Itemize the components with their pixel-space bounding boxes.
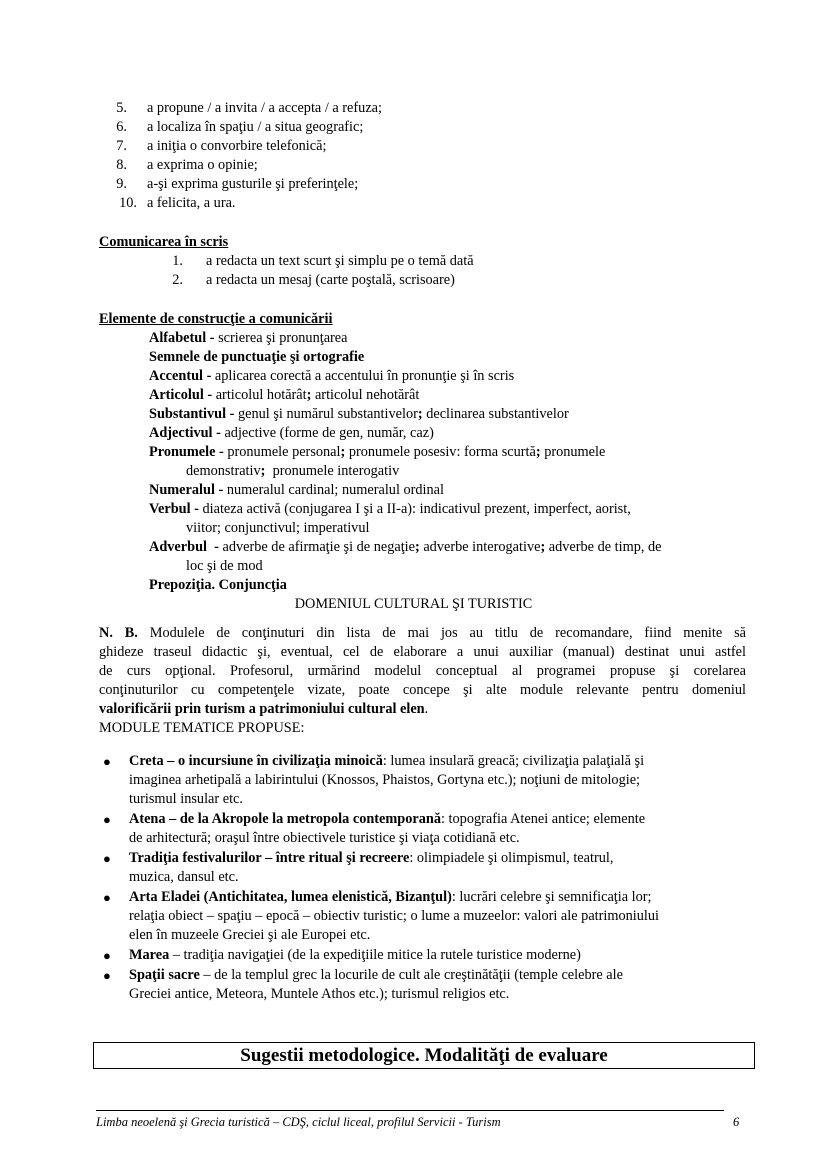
list-item: a iniţia o convorbire telefonică; bbox=[147, 138, 327, 154]
element-pronumele: Pronumele - pronumele personal; pronumele posesiv: forma scurtă; pronumele bbox=[149, 444, 606, 460]
list-item: a propune / a invita / a accepta / a refuza; bbox=[147, 100, 382, 116]
list-number: 7. bbox=[116, 138, 127, 154]
list-item: a felicita, a ura. bbox=[147, 195, 236, 211]
bullet-icon: ● bbox=[103, 890, 111, 905]
list-number: 1. bbox=[172, 253, 183, 269]
bullet-icon: ● bbox=[103, 968, 111, 983]
footer-divider bbox=[96, 1110, 724, 1111]
list-item-cont: elen în muzeele Greciei şi ale Europei etc. bbox=[129, 927, 371, 943]
list-item-cont: Greciei antice, Meteora, Muntele Athos etc.); turismul religios etc. bbox=[129, 986, 510, 1002]
list-item: Creta – o incursiune în civilizaţia minoică: lumea insulară greacă; civilizaţia palaţială şi bbox=[129, 753, 645, 769]
bullet-icon: ● bbox=[103, 812, 111, 827]
section-heading-elemente: Elemente de construcţie a comunicării bbox=[99, 311, 333, 327]
element-prepozitia: Prepoziţia. Conjuncţia bbox=[149, 577, 287, 593]
bullet-icon: ● bbox=[103, 754, 111, 769]
element-articolul: Articolul - articolul hotărât; articolul nehotărât bbox=[149, 387, 420, 403]
list-item: Marea – tradiţia navigaţiei (de la expediţiile mitice la rutele turistice moderne) bbox=[129, 947, 581, 963]
list-item-cont: turismul insular etc. bbox=[129, 791, 243, 807]
list-item: a localiza în spaţiu / a situa geografic; bbox=[147, 119, 364, 135]
element-adjectivul: Adjectivul - adjective (forme de gen, număr, caz) bbox=[149, 425, 434, 441]
list-item: Atena – de la Akropole la metropola contemporană: topografia Atenei antice; elemente bbox=[129, 811, 646, 827]
list-item: a-şi exprima gusturile şi preferinţele; bbox=[147, 176, 359, 192]
list-item-cont: relaţia obiect – spaţiu – epocă – obiectiv turistic; o lume a muzeelor: valori ale patrimoniului bbox=[129, 908, 660, 924]
list-number: 9. bbox=[116, 176, 127, 192]
bullet-icon: ● bbox=[103, 851, 111, 866]
nb-line: N. B. Modulele de conţinuturi din lista de mai jos au titlu de recomandare, fiind menite să bbox=[99, 625, 746, 641]
element-numeralul: Numeralul - numeralul cardinal; numeralul ordinal bbox=[149, 482, 444, 498]
list-item: Tradiţia festivalurilor – între ritual şi recreere: olimpiadele şi olimpismul, teatrul, bbox=[129, 850, 614, 866]
list-item: Arta Eladei (Antichitatea, lumea elenistică, Bizanţul): lucrări celebre şi semnificaţia lor; bbox=[129, 889, 652, 905]
element-semnele: Semnele de punctuaţie şi ortografie bbox=[149, 349, 365, 365]
nb-line: conţinuturilor cu competenţele vizate, poate concepe şi alte module relevante pentru domeniul bbox=[99, 682, 746, 698]
list-item-cont: imaginea arhetipală a labirintului (Knossos, Phaistos, Gortyna etc.); noţiuni de mitologie; bbox=[129, 772, 641, 788]
domain-title: DOMENIUL CULTURAL ŞI TURISTIC bbox=[294, 596, 533, 612]
bullet-icon: ● bbox=[103, 948, 111, 963]
element-pronumele-cont: demonstrativ; pronumele interogativ bbox=[186, 463, 400, 479]
list-item: Spaţii sacre – de la templul grec la locurile de cult ale creştinătăţii (temple celebre ale bbox=[129, 967, 623, 983]
element-adverbul-cont: loc şi de mod bbox=[186, 558, 263, 574]
nb-line: de curs opţional. Profesorul, urmărind modelul conceptual al programei propuse şi corelarea bbox=[99, 663, 746, 679]
list-number: 2. bbox=[172, 272, 183, 288]
list-number: 8. bbox=[116, 157, 127, 173]
list-item-cont: muzica, dansul etc. bbox=[129, 869, 239, 885]
list-item-cont: de arhitectură; oraşul între obiectivele turistice şi viaţa cotidiană etc. bbox=[129, 830, 520, 846]
page-number: 6 bbox=[733, 1115, 740, 1129]
nb-line: ghideze traseul didactic şi, eventual, cel de elaborare a unui auxiliar (manual) destinat unui astfel bbox=[99, 644, 746, 660]
nb-line: valorificării prin turism a patrimoniului cultural elen. bbox=[99, 701, 429, 717]
list-item: a redacta un text scurt şi simplu pe o temă dată bbox=[206, 253, 474, 269]
element-accentul: Accentul - aplicarea corectă a accentului în pronunţie şi în scris bbox=[149, 368, 515, 384]
module-heading: MODULE TEMATICE PROPUSE: bbox=[99, 720, 305, 736]
list-item: a redacta un mesaj (carte poştală, scrisoare) bbox=[206, 272, 455, 288]
element-alfabetul: Alfabetul - scrierea şi pronunţarea bbox=[149, 330, 348, 346]
list-item: a exprima o opinie; bbox=[147, 157, 258, 173]
section-heading-scris: Comunicarea în scris bbox=[99, 234, 229, 250]
element-substantivul: Substantivul - genul şi numărul substantivelor; declinarea substantivelor bbox=[149, 406, 569, 422]
element-adverbul: Adverbul - adverbe de afirmaţie şi de negaţie; adverbe interogative; adverbe de timp, de bbox=[149, 539, 662, 555]
element-verbul-cont: viitor; conjunctivul; imperativul bbox=[186, 520, 370, 536]
section-title-box: Sugestii metodologice. Modalităţi de evaluare bbox=[93, 1042, 755, 1069]
footer-text: Limba neoelenă şi Grecia turistică – CDŞ, ciclul liceal, profilul Servicii - Turism bbox=[96, 1115, 501, 1129]
element-verbul: Verbul - diateza activă (conjugarea I şi a II-a): indicativul prezent, imperfect, aorist, bbox=[149, 501, 631, 517]
list-number: 6. bbox=[116, 119, 127, 135]
list-number: 10. bbox=[119, 195, 137, 211]
list-number: 5. bbox=[116, 100, 127, 116]
